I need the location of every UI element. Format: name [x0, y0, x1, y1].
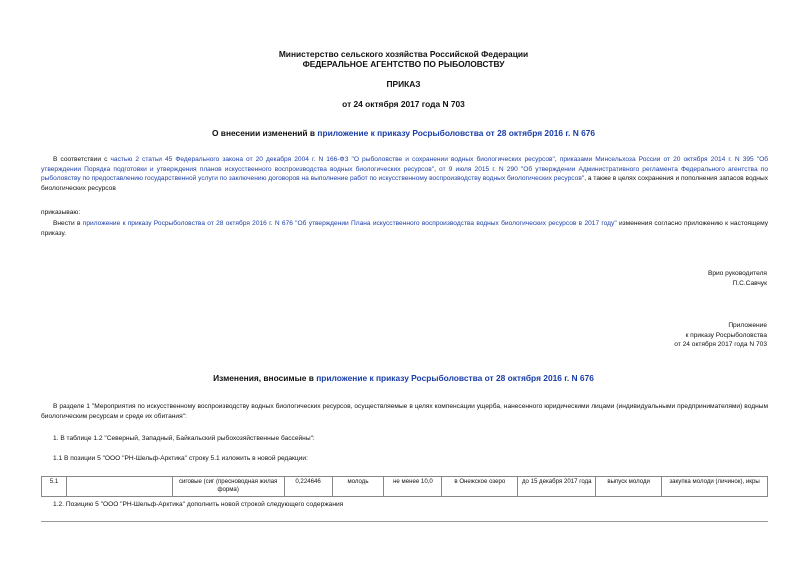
- document-title: [0, 128, 807, 138]
- page-divider: [41, 521, 768, 522]
- preamble-paragraph: [41, 155, 768, 193]
- change-item-1-1: 1.1 В позиции 5 "ООО "РН-Шельф-Арктика" строку 5.1 изложить в новой редакции:: [53, 455, 308, 462]
- table-cell: сиговые (сиг (пресноводная жилая форма): [172, 477, 284, 497]
- document-date: от 24 октября 2017 года N 703: [342, 99, 465, 109]
- federal-law-link[interactable]: частью 2 статьи 45 Федерального закона от 20 декабря 2004 г. N 166-ФЗ "О рыболовстве и сохранении водных биологических ресурсов": [110, 156, 555, 163]
- section-paragraph: В разделе 1 "Мероприятия по искусственному воспроизводству водных биологических ресурсов, осуществляемые в целях компенсации ущерба, нанесенного юридическими лицами (индивидуальными предпринимателями) водным биологическим ресурсам и среде их обитания":: [41, 403, 768, 420]
- signer-name: П.С.Савчук: [732, 279, 767, 287]
- amend-text-end: изменения согласно приложению к настоящему приказу.: [41, 220, 768, 237]
- preamble-text-sep: ,: [554, 156, 560, 163]
- table-cell: 5.1: [42, 477, 67, 497]
- order-word: приказываю:: [41, 209, 81, 216]
- title-prefix: О внесении изменений в: [211, 128, 318, 138]
- table-cell: 0,224646: [284, 477, 332, 497]
- preamble-text-start: В соответствии с: [53, 156, 111, 163]
- table-cell: до 15 декабря 2017 года: [518, 477, 596, 497]
- appendix-line-2: к приказу Росрыболовства: [685, 331, 767, 339]
- regulation-link[interactable]: от 9 июля 2015 г. N 290 "Об утверждении Административного регламента Федерального агентства по рыболовству по предоставлению государственной услуги по заключению договоров на выполнение работ по искусственному воспроизводству водных биологических ресурсов": [41, 165, 768, 182]
- change-item-1: 1. В таблице 1.2 "Северный, Западный, Байкальский рыбохозяйственные бассейны":: [53, 435, 315, 442]
- amended-order-link[interactable]: приложение к приказу Росрыболовства от 28 октября 2016 г. N 676 "Об утверждении Плана искусственного воспроизводства водных биологических ресурсов в 2017 году": [82, 220, 617, 227]
- appendix-line-3: от 24 октября 2017 года N 703: [674, 341, 767, 348]
- agency-name: ФЕДЕРАЛЬНОЕ АГЕНТСТВО ПО РЫБОЛОВСТВУ: [302, 59, 505, 69]
- document-type: ПРИКАЗ: [386, 79, 421, 89]
- change-item-1-2: 1.2. Позицию 5 "ООО "РН-Шельф-Арктика" дополнить новой строкой следующего содержания: [53, 501, 344, 508]
- amend-paragraph: [41, 219, 768, 238]
- appendix-reference: [674, 321, 767, 350]
- table-cell: закупка молоди (личинок), икры: [662, 477, 768, 497]
- table-cell: молодь: [332, 477, 384, 497]
- changes-title-link[interactable]: приложение к приказу Росрыболовства от 28 октября 2016 г. N 676: [316, 373, 594, 383]
- changes-title: [0, 373, 807, 383]
- preamble-text-sep2: ,: [434, 165, 440, 173]
- signer-position: Врио руководителя: [707, 270, 767, 277]
- table-cell: в Онежское озеро: [442, 477, 518, 497]
- minselkhoz-order-link[interactable]: приказами Минсельхоза России от 20 октября 2014 г. N 395 "Об утверждении Порядка подготовки и утверждения планов искусственного воспроизводства водных биологических ресурсов": [41, 156, 769, 173]
- title-link[interactable]: приложение к приказу Росрыболовства от 28 октября 2016 г. N 676: [317, 128, 596, 138]
- signature-block: [708, 269, 767, 288]
- table-row: [42, 477, 768, 497]
- amended-table: [41, 476, 768, 497]
- changes-title-prefix: Изменения, вносимые в: [213, 373, 317, 383]
- ministry-name: Министерство сельского хозяйства Российской Федерации: [278, 49, 529, 59]
- table-cell: выпуск молоди: [596, 477, 662, 497]
- preamble-text-end: , а также в целях сохранения и пополнения запасов водных биологических ресурсов: [41, 175, 768, 192]
- table-cell: не менее 10,0: [384, 477, 442, 497]
- amend-text-start: Внести в: [53, 220, 83, 227]
- appendix-line-1: Приложение: [728, 322, 767, 329]
- table-cell: [66, 477, 172, 497]
